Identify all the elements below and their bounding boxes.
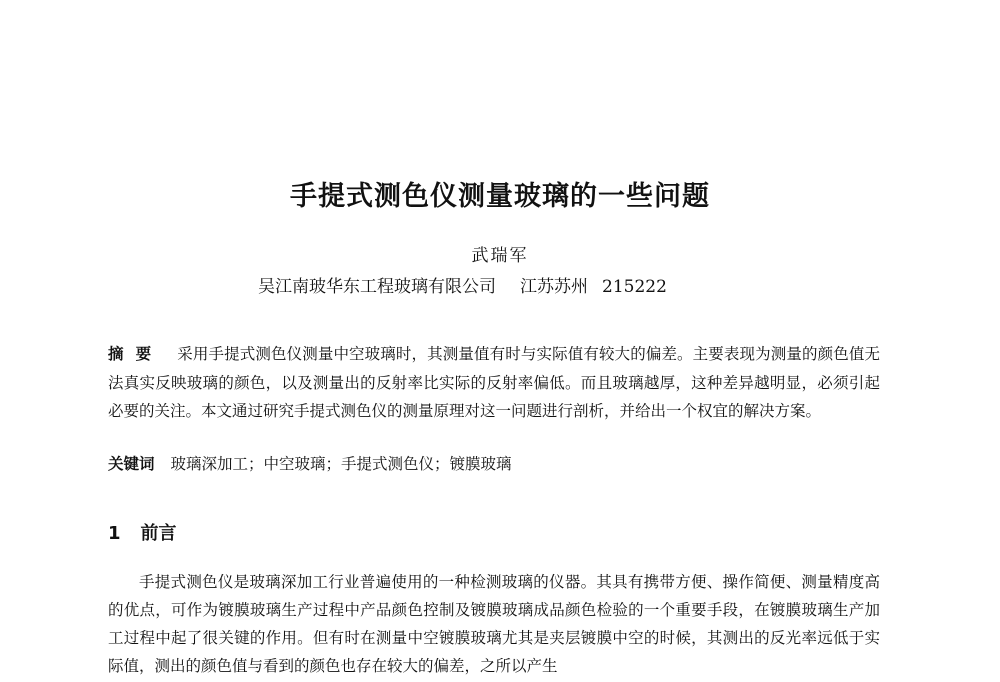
section-paragraph: 手提式测色仪是玻璃深加工行业普遍使用的一种检测玻璃的仪器。其具有携带方便、操作简便、测量精度高的优点，可作为镀膜玻璃生产过程中产品颜色控制及镀膜玻璃成品颜色检验的一个重要手段，在镀膜玻璃生产加工过程中起了很关键的作用。但有时在测量中空镀膜玻璃尤其是夹层镀膜中空的时候，其测出的反光率远低于实际值，测出的颜色值与看到的颜色也存在较大的偏差，之所以产生 <box>108 573 880 675</box>
paper-title: 手提式测色仪测量玻璃的一些问题 <box>290 181 710 212</box>
affiliation-location: 江苏苏州 <box>520 277 588 297</box>
abstract-text: 采用手提式测色仪测量中空玻璃时，其测量值有时与实际值有较大的偏差。主要表现为测量的颜色值无法真实反映玻璃的颜色，以及测量出的反射率比实际的反射率偏低。而且玻璃越厚，这种差异越明显，必须引起必要的关注。本文通过研究手提式测色仪的测量原理对这一问题进行剖析，并给出一个权宜的解决方案。 <box>108 345 880 420</box>
abstract <box>108 340 880 426</box>
section-title: 前言 <box>140 523 177 544</box>
affiliation-postcode: 215222 <box>602 277 667 297</box>
section-number: 1 <box>108 523 121 544</box>
keywords-label: 关键词 <box>108 455 155 473</box>
abstract-label: 摘要 <box>108 345 164 363</box>
section-heading <box>108 519 177 545</box>
keywords <box>108 452 880 476</box>
affiliation-company: 吴江南玻华东工程玻璃有限公司 <box>258 277 496 297</box>
affiliation <box>258 272 667 297</box>
keywords-text: 玻璃深加工；中空玻璃；手提式测色仪；镀膜玻璃 <box>170 455 512 473</box>
author-name: 武瑞军 <box>471 246 529 266</box>
